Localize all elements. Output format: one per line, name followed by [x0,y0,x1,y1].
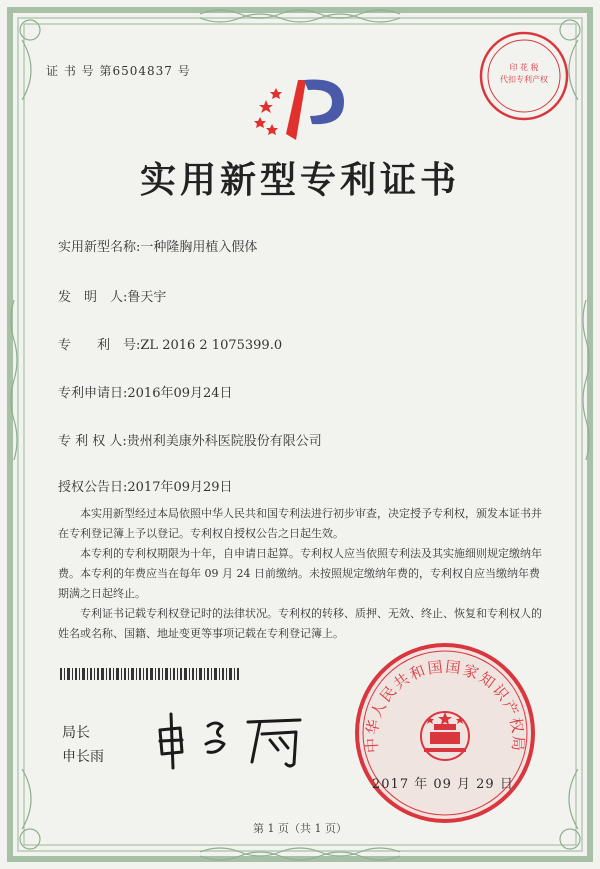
svg-text:印 花 税: 印 花 税 [509,63,539,72]
page-number: 第 1 页（共 1 页） [253,822,347,835]
patentee-field [58,430,322,449]
paragraph-grant: 本实用新型经过本局依照中华人民共和国专利法进行初步审查，决定授予专利权，颁发本证书并在专利登记簿上予以登记。专利权自授权公告之日起生效。 [58,507,542,540]
svg-text:代扣专利产权: 代扣专利产权 [500,75,548,84]
signatory-title: 局长 [62,725,90,741]
field-value: ZL 2016 2 1075399.0 [140,338,283,353]
utility-model-name-field [58,236,257,255]
field-label: 专利申请日: [58,386,128,401]
inventor-field [58,286,166,305]
certificate-number: 证 书 号 第6504837 号 [46,64,191,78]
patent-office-logo [252,72,362,150]
field-label: 发 明 人: [58,290,128,305]
field-label: 授权公告日: [58,480,128,495]
field-value: 2016年09月24日 [127,386,233,401]
paragraph-term: 本专利的专利权期限为十年，自申请日起算。专利权人应当依照专利法及其实施细则规定缴纳年费。本专利的年费应当在每年 09 月 24 日前缴纳。未按照规定缴纳年费的，专利权自应当缴纳年费期满之日起终止。 [58,547,542,600]
paragraph-legal-status: 专利证书记载专利权登记时的法律状况。专利权的转移、质押、无效、终止、恢复和专利权人的姓名或名称、国籍、地址变更等事项记载在专利登记簿上。 [58,607,542,640]
handwritten-signature [150,708,310,772]
tax-stamp-seal [478,30,570,122]
field-value: 鲁天宇 [127,290,167,305]
grant-announcement-date-field [58,476,233,495]
field-label: 专 利 号: [58,338,141,353]
field-label: 专 利 权 人: [58,434,127,449]
field-value: 2017年09月29日 [127,480,233,495]
office-seal [352,640,538,826]
seal-date: 2017 年 09 月 29 日 [372,777,514,792]
application-date-field [58,382,233,401]
barcode [60,668,240,680]
page-title: 实用新型专利证书 [139,160,460,201]
patent-number-field [58,334,282,353]
signatory-name: 申长雨 [62,749,104,765]
svg-text:中华人民共和国国家知识产权局: 中华人民共和国国家知识产权局 [362,657,528,754]
field-value: 贵州利美康外科医院股份有限公司 [126,434,322,449]
field-value: 一种隆胸用植入假体 [140,240,258,255]
field-label: 实用新型名称: [58,240,141,255]
